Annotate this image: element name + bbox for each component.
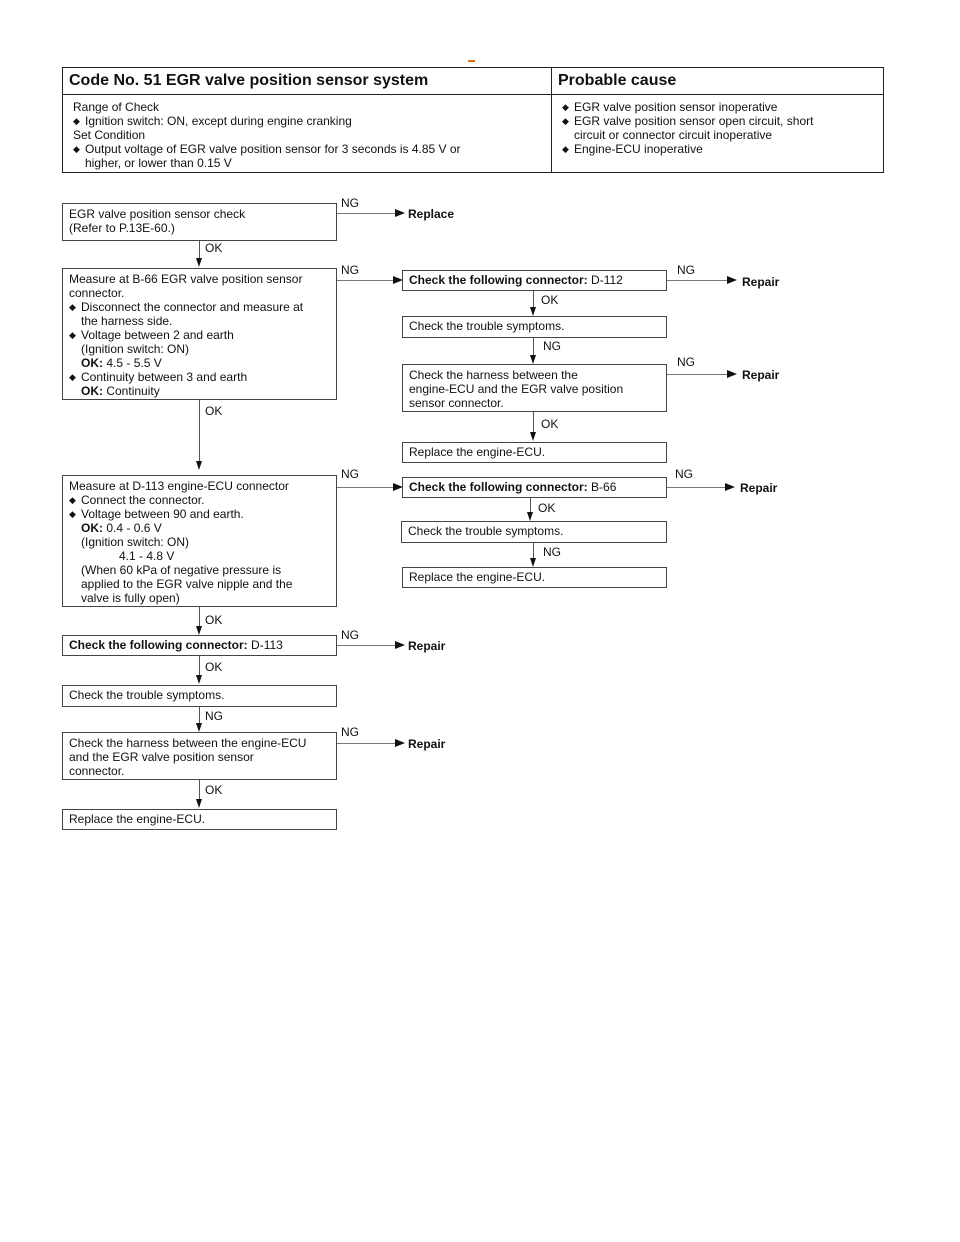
arrow-down-icon bbox=[530, 432, 536, 441]
replace-ecu-text: Replace the engine-ECU. bbox=[409, 445, 546, 459]
ok-spec-label: OK: bbox=[81, 384, 103, 398]
arrow-down-icon bbox=[530, 558, 536, 567]
check-d113-box bbox=[62, 635, 337, 656]
measure-step: Disconnect the connector and measure at bbox=[81, 300, 304, 314]
ok-label: OK bbox=[538, 501, 556, 515]
bullet-icon: ◆ bbox=[69, 302, 76, 312]
trouble-symptoms-text: Check the trouble symptoms. bbox=[408, 524, 564, 538]
arrow-right-icon bbox=[395, 641, 405, 649]
harness-check-line: sensor connector. bbox=[409, 396, 504, 410]
trouble-symptoms-box bbox=[402, 316, 667, 338]
sensor-check-box bbox=[62, 203, 337, 241]
ok-connector-line bbox=[199, 241, 200, 259]
ng-label: NG bbox=[341, 725, 359, 739]
ng-label: NG bbox=[543, 339, 561, 353]
ok-connector-line bbox=[199, 400, 200, 462]
range-heading: Range of Check bbox=[73, 100, 160, 114]
set-heading: Set Condition bbox=[73, 128, 146, 142]
arrow-down-icon bbox=[196, 723, 202, 732]
ok-label: OK bbox=[205, 783, 223, 797]
repair-action: Repair bbox=[742, 368, 780, 382]
ok-label: OK bbox=[541, 417, 559, 431]
measure-condition: (When 60 kPa of negative pressure is bbox=[81, 563, 282, 577]
ng-connector-line bbox=[337, 645, 395, 646]
arrow-right-icon bbox=[395, 209, 405, 217]
ng-label: NG bbox=[341, 628, 359, 642]
cause-item: EGR valve position sensor open circuit, short bbox=[574, 114, 814, 128]
ng-connector-line bbox=[667, 374, 727, 375]
diagnosis-header-table bbox=[62, 67, 884, 173]
ok-label: OK bbox=[205, 660, 223, 674]
ok-label: OK bbox=[541, 293, 559, 307]
connector-id: B-66 bbox=[591, 480, 617, 494]
cause-title: Probable cause bbox=[552, 68, 883, 95]
measure-b66-box bbox=[62, 268, 337, 400]
code-column bbox=[63, 68, 552, 172]
measure-step: Voltage between 90 and earth. bbox=[81, 507, 244, 521]
cause-item-cont: circuit or connector circuit inoperative bbox=[574, 128, 773, 142]
bullet-icon: ◆ bbox=[69, 372, 76, 382]
check-connector-label: Check the following connector: bbox=[409, 480, 588, 494]
measure-condition: applied to the EGR valve nipple and the bbox=[81, 577, 293, 591]
set-item: Output voltage of EGR valve position sensor for 3 seconds is 4.85 V or bbox=[85, 142, 461, 156]
arrow-down-icon bbox=[196, 461, 202, 470]
measure-step: Connect the connector. bbox=[81, 493, 205, 507]
repair-action: Repair bbox=[742, 275, 780, 289]
measure-step: Voltage between 2 and earth bbox=[81, 328, 234, 342]
harness-check-line: Check the harness between the bbox=[409, 368, 578, 382]
harness-check-box bbox=[402, 364, 667, 412]
arrow-down-icon bbox=[530, 307, 536, 316]
ng-label: NG bbox=[543, 545, 561, 559]
ng-label: NG bbox=[677, 263, 695, 277]
bullet-icon: ◆ bbox=[562, 144, 569, 154]
replace-ecu-text: Replace the engine-ECU. bbox=[409, 570, 546, 584]
measure-condition: valve is fully open) bbox=[81, 591, 180, 605]
code-title: Code No. 51 EGR valve position sensor system bbox=[63, 68, 551, 95]
ok-spec-value: 4.5 - 5.5 V bbox=[106, 356, 162, 370]
bullet-icon: ◆ bbox=[73, 144, 80, 154]
harness-check-line: engine-ECU and the EGR valve position bbox=[409, 382, 624, 396]
harness-check-line: and the EGR valve position sensor bbox=[69, 750, 254, 764]
repair-action: Repair bbox=[408, 737, 446, 751]
connector-id: D-112 bbox=[591, 273, 623, 287]
trouble-symptoms-text: Check the trouble symptoms. bbox=[69, 688, 225, 702]
ok-connector-line bbox=[199, 656, 200, 676]
measure-step-cont: the harness side. bbox=[81, 314, 173, 328]
ok-label: OK bbox=[205, 404, 223, 418]
bullet-icon: ◆ bbox=[562, 116, 569, 126]
trouble-symptoms-box bbox=[62, 685, 337, 707]
measure-condition: (Ignition switch: ON) bbox=[81, 342, 190, 356]
harness-check-line: Check the harness between the engine-ECU bbox=[69, 736, 307, 750]
arrow-down-icon bbox=[527, 512, 533, 521]
top-marker bbox=[468, 60, 475, 62]
arrow-down-icon bbox=[530, 355, 536, 364]
ok-connector-line bbox=[530, 498, 531, 513]
arrow-right-icon bbox=[395, 739, 405, 747]
check-connector-label: Check the following connector: bbox=[69, 638, 248, 652]
ng-connector-line bbox=[667, 487, 727, 488]
arrow-right-icon bbox=[727, 370, 737, 378]
ng-connector-line bbox=[533, 338, 534, 356]
ok-spec-value: 0.4 - 0.6 V bbox=[106, 521, 162, 535]
connector-id: D-113 bbox=[251, 638, 283, 652]
ng-label: NG bbox=[341, 467, 359, 481]
ng-label: NG bbox=[341, 263, 359, 277]
bullet-icon: ◆ bbox=[69, 495, 76, 505]
arrow-down-icon bbox=[196, 626, 202, 635]
range-item: Ignition switch: ON, except during engine cranking bbox=[85, 114, 352, 128]
ng-label: NG bbox=[205, 709, 223, 723]
arrow-down-icon bbox=[196, 675, 202, 684]
measure-condition: (Ignition switch: ON) bbox=[81, 535, 190, 549]
repair-action: Repair bbox=[740, 481, 778, 495]
ok-connector-line bbox=[199, 780, 200, 800]
bullet-icon: ◆ bbox=[69, 509, 76, 519]
replace-ecu-box bbox=[62, 809, 337, 830]
check-connector-label: Check the following connector: bbox=[409, 273, 588, 287]
ng-connector-line bbox=[667, 280, 727, 281]
check-b66-box bbox=[402, 477, 667, 498]
repair-action: Repair bbox=[408, 639, 446, 653]
bullet-icon: ◆ bbox=[69, 330, 76, 340]
ng-connector-line bbox=[337, 280, 395, 281]
ok-connector-line bbox=[533, 412, 534, 433]
replace-ecu-text: Replace the engine-ECU. bbox=[69, 812, 206, 826]
ok-connector-line bbox=[199, 607, 200, 627]
sensor-check-ref: (Refer to P.13E-60.) bbox=[69, 221, 175, 235]
trouble-symptoms-text: Check the trouble symptoms. bbox=[409, 319, 565, 333]
harness-check-line: connector. bbox=[69, 764, 125, 778]
harness-check-box bbox=[62, 732, 337, 780]
arrow-right-icon bbox=[727, 276, 737, 284]
cause-item: Engine-ECU inoperative bbox=[574, 142, 703, 156]
ng-connector-line bbox=[533, 543, 534, 559]
check-d112-box bbox=[402, 270, 667, 291]
ng-connector-line bbox=[337, 213, 395, 214]
ng-label: NG bbox=[675, 467, 693, 481]
measure-b66-title: Measure at B-66 EGR valve position sensor bbox=[69, 272, 303, 286]
replace-ecu-box bbox=[402, 567, 667, 588]
trouble-symptoms-box bbox=[401, 521, 667, 543]
ng-label: NG bbox=[677, 355, 695, 369]
bullet-icon: ◆ bbox=[562, 102, 569, 112]
ok-label: OK bbox=[205, 613, 223, 627]
ok-spec-label: OK: bbox=[81, 356, 103, 370]
ok-spec-label: OK: bbox=[81, 521, 103, 535]
cause-item: EGR valve position sensor inoperative bbox=[574, 100, 778, 114]
cause-column bbox=[552, 68, 883, 172]
arrow-down-icon bbox=[196, 799, 202, 808]
replace-action: Replace bbox=[408, 207, 455, 221]
bullet-icon: ◆ bbox=[73, 116, 80, 126]
ng-connector-line bbox=[337, 743, 395, 744]
arrow-down-icon bbox=[196, 258, 202, 267]
ng-label: NG bbox=[341, 196, 359, 210]
arrow-right-icon bbox=[725, 483, 735, 491]
ok-label: OK bbox=[205, 241, 223, 255]
ng-connector-line bbox=[337, 487, 395, 488]
measure-d113-title: Measure at D-113 engine-ECU connector bbox=[69, 479, 289, 493]
measure-step: Continuity between 3 and earth bbox=[81, 370, 248, 384]
sensor-check-line: EGR valve position sensor check bbox=[69, 207, 246, 221]
ok-spec-value: 4.1 - 4.8 V bbox=[119, 549, 175, 563]
replace-ecu-box bbox=[402, 442, 667, 463]
set-item-cont: higher, or lower than 0.15 V bbox=[85, 156, 232, 170]
ok-spec-value: Continuity bbox=[106, 384, 160, 398]
ng-connector-line bbox=[199, 707, 200, 724]
measure-d113-box bbox=[62, 475, 337, 607]
measure-b66-title-cont: connector. bbox=[69, 286, 125, 300]
ok-connector-line bbox=[533, 291, 534, 308]
